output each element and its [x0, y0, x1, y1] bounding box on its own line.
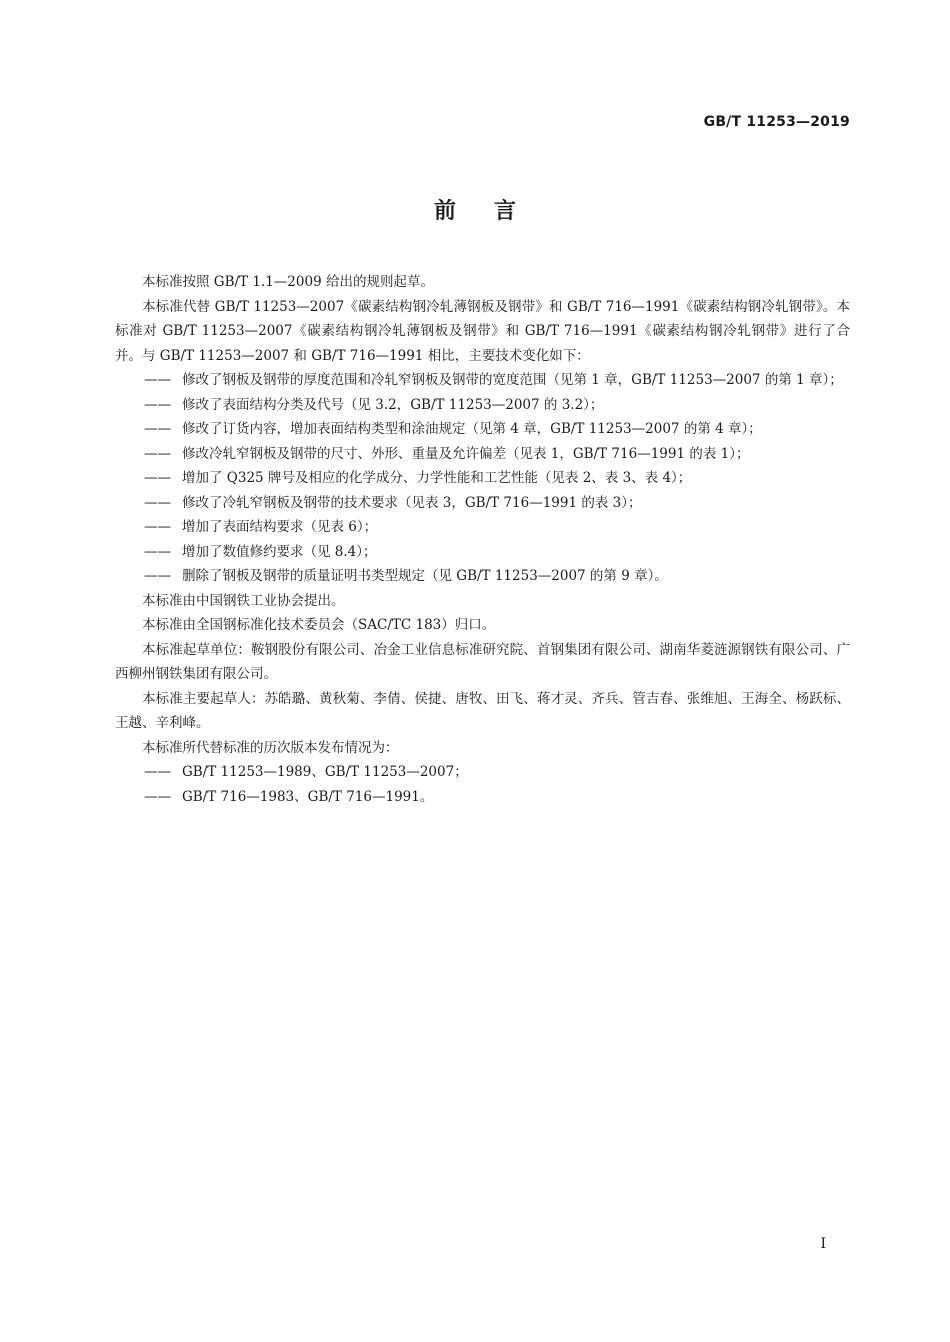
foreword-body: [115, 270, 850, 809]
list-item: [115, 466, 850, 491]
list-item-text: 修改了表面结构分类及代号（见 3.2，GB/T 11253—2007 的 3.2）；: [182, 396, 604, 413]
list-item: [115, 491, 850, 516]
paragraph-drafters: 本标准主要起草人：苏皓璐、黄秋菊、李倩、侯捷、唐牧、田飞、蒋才灵、齐兵、管吉春、张维旭、王海全、杨跃标、王越、辛利峰。: [115, 690, 850, 731]
list-item-text: 修改了冷轧窄钢板及钢带的技术要求（见表 3，GB/T 716—1991 的表 3）；: [182, 494, 642, 511]
list-dash: ——: [144, 372, 171, 388]
list-dash: ——: [144, 494, 171, 511]
list-dash: ——: [144, 568, 171, 584]
list-item: [115, 442, 850, 467]
list-dash: ——: [144, 519, 171, 535]
history-item-text: GB/T 11253—1989、GB/T 11253—2007；: [182, 764, 468, 780]
page-number: I: [820, 1236, 826, 1252]
list-item: [115, 515, 850, 540]
list-dash: ——: [144, 470, 171, 486]
list-dash: ——: [144, 788, 171, 805]
list-item-text: 删除了钢板及钢带的质量证明书类型规定（见 GB/T 11253—2007 的第 9 章）。: [182, 568, 668, 584]
list-item-text: 修改了钢板及钢带的厚度范围和冷轧窄钢板及钢带的宽度范围（见第 1 章，GB/T 11253—2007 的第 1 章）；: [182, 372, 843, 388]
list-item-text: 增加了 Q325 牌号及相应的化学成分、力学性能和工艺性能（见表 2、表 3、表 4）；: [182, 470, 692, 486]
paragraph-history-intro: 本标准所代替标准的历次版本发布情况为：: [142, 739, 399, 756]
list-item: [115, 368, 850, 393]
list-dash: ——: [144, 396, 171, 413]
paragraph-committee: 本标准由全国钢标准化技术委员会（SAC/TC 183）归口。: [142, 617, 496, 633]
paragraph-replacement: 本标准代替 GB/T 11253—2007《碳素结构钢冷轧薄钢板及钢带》和 GB/T 716—1991《碳素结构钢冷轧钢带》。本标准对 GB/T 11253—2007《碳素结构钢冷轧薄钢板及钢带》和 GB/T 716—1991《碳素结构钢冷轧钢带》进行了合并。与 GB/T 11253—2007 和 GB/T 716—1991 相比，主要技术变化如下：: [115, 298, 850, 364]
list-item: [115, 417, 850, 442]
paragraph-drafting-rules: 本标准按照 GB/T 1.1—2009 给出的规则起草。: [142, 274, 434, 290]
history-item: [115, 785, 850, 810]
history-item: [115, 760, 850, 785]
history-item-text: GB/T 716—1983、GB/T 716—1991。: [182, 788, 434, 805]
list-dash: ——: [144, 764, 171, 780]
list-item: [115, 564, 850, 589]
list-dash: ——: [144, 421, 171, 437]
paragraph-proposer: 本标准由中国钢铁工业协会提出。: [142, 592, 345, 609]
list-dash: ——: [144, 543, 171, 560]
list-item: [115, 540, 850, 565]
list-item-text: 修改冷轧窄钢板及钢带的尺寸、外形、重量及允许偏差（见表 1，GB/T 716—1991 的表 1）；: [182, 445, 750, 462]
list-item-text: 修改了订货内容，增加表面结构类型和涂油规定（见第 4 章，GB/T 11253—2007 的第 4 章）；: [182, 421, 762, 437]
paragraph-drafting-units: 本标准起草单位：鞍钢股份有限公司、冶金工业信息标准研究院、首钢集团有限公司、湖南华菱涟源钢铁有限公司、广西柳州钢铁集团有限公司。: [115, 641, 850, 682]
list-item: [115, 393, 850, 418]
list-item-text: 增加了数值修约要求（见 8.4）；: [182, 543, 377, 560]
page-title: 前言: [433, 199, 554, 224]
list-item-text: 增加了表面结构要求（见表 6）；: [182, 519, 378, 535]
list-dash: ——: [144, 445, 171, 462]
standard-code: GB/T 11253—2019: [703, 114, 850, 130]
